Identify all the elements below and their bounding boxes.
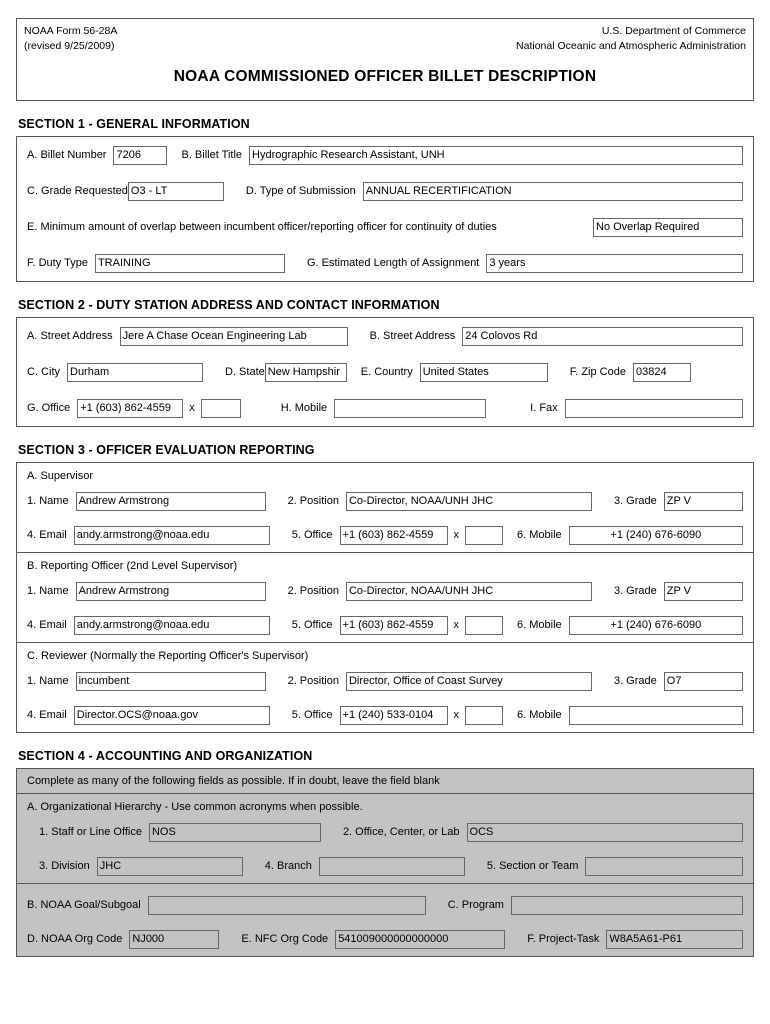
section-1-box <box>16 136 754 282</box>
city-state-country-zip-row <box>17 354 753 390</box>
supervisor-position-input[interactable]: Co-Director, NOAA/UNH JHC <box>346 492 592 511</box>
street-address-1-input[interactable]: Jere A Chase Ocean Engineering Lab <box>120 327 348 346</box>
grade-requested-input[interactable]: O3 - LT <box>128 182 224 201</box>
reviewer-group <box>17 643 753 732</box>
reviewer-email-label: 4. Email <box>27 708 67 721</box>
program-input[interactable] <box>511 896 743 915</box>
country-label: E. Country <box>360 365 413 378</box>
supervisor-grade-label: 3. Grade <box>613 494 657 507</box>
overlap-input[interactable]: No Overlap Required <box>593 218 743 237</box>
overlap-label: E. Minimum amount of overlap between incumbent officer/reporting officer for continuity of duties <box>27 220 497 233</box>
billet-title-label: B. Billet Title <box>181 148 243 161</box>
org-codes-row <box>17 922 753 956</box>
header-agency-identity <box>516 24 746 54</box>
reporting-officer-email-input[interactable]: andy.armstrong@noaa.edu <box>74 616 270 635</box>
submission-type-input[interactable]: ANNUAL RECERTIFICATION <box>363 182 743 201</box>
supervisor-contact-row <box>17 518 753 552</box>
submission-type-label: D. Type of Submission <box>245 184 356 197</box>
supervisor-office-label: 5. Office <box>291 528 333 541</box>
page-title: NOAA COMMISSIONED OFFICER BILLET DESCRIPTION <box>173 68 597 86</box>
billet-number-label: A. Billet Number <box>27 148 107 161</box>
section-3-heading: SECTION 3 - OFFICER EVALUATION REPORTING <box>18 443 315 458</box>
billet-row <box>17 137 753 173</box>
reviewer-identity-row <box>17 664 753 698</box>
street-address-row <box>17 318 753 354</box>
reporting-officer-email-label: 4. Email <box>27 618 67 631</box>
header-top-row <box>24 24 746 54</box>
supervisor-name-input[interactable]: Andrew Armstrong <box>76 492 266 511</box>
goal-program-row <box>17 888 753 922</box>
supervisor-grade-input[interactable]: ZP V <box>664 492 743 511</box>
grade-requested-label: C. Grade Requested <box>27 184 128 197</box>
supervisor-email-label: 4. Email <box>27 528 67 541</box>
section-team-label: 5. Section or Team <box>486 859 579 872</box>
section-4-box <box>16 768 754 957</box>
reviewer-mobile-label: 6. Mobile <box>517 708 562 721</box>
billet-title-input[interactable]: Hydrographic Research Assistant, UNH <box>249 146 743 165</box>
reviewer-mobile-input[interactable] <box>569 706 743 725</box>
reporting-officer-position-label: 2. Position <box>287 584 339 597</box>
supervisor-name-label: 1. Name <box>27 494 69 507</box>
form-header <box>16 18 754 101</box>
staff-line-office-input[interactable]: NOS <box>149 823 321 842</box>
reporting-officer-grade-label: 3. Grade <box>613 584 657 597</box>
nfc-org-code-input[interactable]: 541009000000000000 <box>335 930 505 949</box>
program-label: C. Program <box>447 898 504 911</box>
duty-type-row <box>17 245 753 281</box>
reporting-officer-mobile-label: 6. Mobile <box>517 618 562 631</box>
street-address-2-input[interactable]: 24 Colovos Rd <box>462 327 743 346</box>
reviewer-group-title: C. Reviewer (Normally the Reporting Officer's Supervisor) <box>27 650 309 663</box>
reporting-officer-group <box>17 553 753 643</box>
division-branch-section-row <box>17 849 753 883</box>
department-name: U.S. Department of Commerce <box>601 25 746 37</box>
supervisor-group <box>17 463 753 553</box>
assignment-length-input[interactable]: 3 years <box>486 254 743 273</box>
reviewer-grade-input[interactable]: O7 <box>664 672 743 691</box>
org-hierarchy-group <box>17 794 753 884</box>
supervisor-group-title: A. Supervisor <box>27 470 94 483</box>
state-label: D. State <box>225 365 265 378</box>
noaa-org-code-input[interactable]: NJ000 <box>129 930 219 949</box>
reporting-officer-grade-input[interactable]: ZP V <box>664 582 743 601</box>
billet-number-input[interactable]: 7206 <box>113 146 167 165</box>
header-form-identity <box>24 24 117 54</box>
reporting-officer-ext-label: x <box>453 618 460 631</box>
office-center-lab-label: 2. Office, Center, or Lab <box>342 825 460 838</box>
office-phone-label: G. Office <box>27 401 71 414</box>
office-ext-input[interactable] <box>201 399 241 418</box>
reviewer-position-label: 2. Position <box>287 674 339 687</box>
supervisor-office-input[interactable]: +1 (603) 862-4559 <box>340 526 448 545</box>
reviewer-position-input[interactable]: Director, Office of Coast Survey <box>346 672 592 691</box>
reporting-officer-mobile-input[interactable]: +1 (240) 676-6090 <box>569 616 743 635</box>
reviewer-grade-label: 3. Grade <box>613 674 657 687</box>
project-task-label: F. Project-Task <box>527 932 600 945</box>
supervisor-ext-label: x <box>453 528 460 541</box>
reporting-officer-identity-row <box>17 574 753 608</box>
reviewer-contact-row <box>17 698 753 732</box>
reviewer-name-input[interactable]: incumbent <box>76 672 266 691</box>
branch-label: 4. Branch <box>264 859 312 872</box>
reviewer-name-label: 1. Name <box>27 674 69 687</box>
form-revision-date: (revised 9/25/2009) <box>24 40 115 53</box>
division-input[interactable]: JHC <box>97 857 243 876</box>
mobile-phone-label: H. Mobile <box>280 401 328 414</box>
state-input[interactable]: New Hampshir <box>265 363 347 382</box>
city-label: C. City <box>27 365 60 378</box>
section-2-box <box>16 317 754 427</box>
city-input[interactable]: Durham <box>67 363 203 382</box>
staff-line-office-label: 1. Staff or Line Office <box>39 825 142 838</box>
duty-type-input[interactable]: TRAINING <box>95 254 285 273</box>
noaa-goal-subgoal-label: B. NOAA Goal/Subgoal <box>27 898 141 911</box>
country-input[interactable]: United States <box>420 363 548 382</box>
org-hierarchy-title: A. Organizational Hierarchy - Use common acronyms when possible. <box>27 801 363 814</box>
section-2-heading: SECTION 2 - DUTY STATION ADDRESS AND CONTACT INFORMATION <box>18 298 440 313</box>
reporting-officer-name-label: 1. Name <box>27 584 69 597</box>
office-ext-label: x <box>189 401 195 414</box>
noaa-org-code-label: D. NOAA Org Code <box>27 932 123 945</box>
assignment-length-label: G. Estimated Length of Assignment <box>306 256 480 269</box>
office-phone-input[interactable]: +1 (603) 862-4559 <box>77 399 183 418</box>
accounting-group <box>17 888 753 956</box>
duty-type-label: F. Duty Type <box>27 256 88 269</box>
section-team-input[interactable] <box>585 857 743 876</box>
reporting-officer-office-label: 5. Office <box>291 618 333 631</box>
reviewer-office-input[interactable]: +1 (240) 533-0104 <box>340 706 448 725</box>
reviewer-ext-input[interactable] <box>465 706 503 725</box>
branch-input[interactable] <box>319 857 465 876</box>
supervisor-email-input[interactable]: andy.armstrong@noaa.edu <box>74 526 270 545</box>
street-address-2-label: B. Street Address <box>369 329 456 342</box>
fax-input[interactable] <box>565 399 743 418</box>
supervisor-ext-input[interactable] <box>465 526 503 545</box>
fax-label: I. Fax <box>530 401 558 414</box>
reporting-officer-group-title: B. Reporting Officer (2nd Level Supervisor) <box>27 560 238 573</box>
reporting-officer-office-input[interactable]: +1 (603) 862-4559 <box>340 616 448 635</box>
supervisor-position-label: 2. Position <box>287 494 339 507</box>
nfc-org-code-label: E. NFC Org Code <box>241 932 329 945</box>
overlap-row <box>17 209 753 245</box>
reporting-officer-name-input[interactable]: Andrew Armstrong <box>76 582 266 601</box>
section-4-instruction: Complete as many of the following fields as possible. If in doubt, leave the field blank <box>17 769 753 794</box>
zip-code-input[interactable]: 03824 <box>633 363 691 382</box>
noaa-goal-subgoal-input[interactable] <box>148 896 426 915</box>
street-address-1-label: A. Street Address <box>27 329 113 342</box>
supervisor-mobile-input[interactable]: +1 (240) 676-6090 <box>569 526 743 545</box>
phone-row <box>17 390 753 426</box>
reviewer-ext-label: x <box>453 708 460 721</box>
mobile-phone-input[interactable] <box>334 399 486 418</box>
supervisor-mobile-label: 6. Mobile <box>517 528 562 541</box>
grade-submission-row <box>17 173 753 209</box>
office-row <box>17 815 753 849</box>
section-4-heading: SECTION 4 - ACCOUNTING AND ORGANIZATION <box>18 749 313 764</box>
project-task-input[interactable]: W8A5A61-P61 <box>606 930 743 949</box>
reporting-officer-contact-row <box>17 608 753 642</box>
agency-name: National Oceanic and Atmospheric Administration <box>516 40 746 53</box>
reporting-officer-position-input[interactable]: Co-Director, NOAA/UNH JHC <box>346 582 592 601</box>
supervisor-identity-row <box>17 484 753 518</box>
division-label: 3. Division <box>39 859 90 872</box>
form-number: NOAA Form 56-28A <box>24 25 118 37</box>
office-center-lab-input[interactable]: OCS <box>467 823 743 842</box>
section-3-box <box>16 462 754 733</box>
reviewer-email-input[interactable]: Director.OCS@noaa.gov <box>74 706 270 725</box>
reviewer-office-label: 5. Office <box>291 708 333 721</box>
reporting-officer-ext-input[interactable] <box>465 616 503 635</box>
section-1-heading: SECTION 1 - GENERAL INFORMATION <box>18 117 250 132</box>
zip-code-label: F. Zip Code <box>569 365 626 378</box>
